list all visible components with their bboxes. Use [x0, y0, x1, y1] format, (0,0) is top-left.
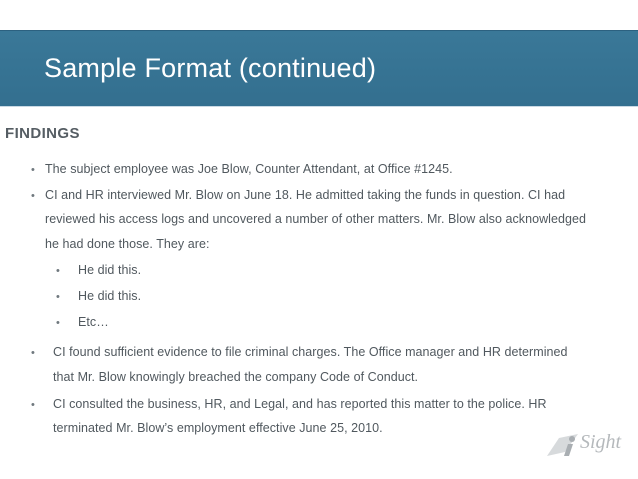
bullet-marker: •: [31, 399, 35, 411]
section-heading: FINDINGS: [5, 125, 80, 142]
bullet-marker: •: [31, 164, 35, 176]
bullet-2-line-2: reviewed his access logs and uncovered a number of other matters. Mr. Blow also acknowledged: [45, 212, 586, 226]
bullet-3-line-2: that Mr. Blow knowingly breached the company Code of Conduct.: [53, 370, 419, 384]
sub-bullet-marker: •: [56, 317, 60, 329]
sub-bullet-marker: •: [56, 265, 60, 277]
bullet-4-line-2: terminated Mr. Blow’s employment effective June 25, 2010.: [53, 421, 383, 435]
sub-bullet-2: He did this.: [78, 289, 142, 303]
bullet-marker: •: [31, 347, 35, 359]
sub-bullet-marker: •: [56, 291, 60, 303]
bullet-3-line-1: CI found sufficient evidence to file criminal charges. The Office manager and HR determined: [53, 345, 568, 359]
bullet-2-line-1: CI and HR interviewed Mr. Blow on June 18. He admitted taking the funds in question. CI had: [45, 188, 566, 202]
bullet-4-line-1: CI consulted the business, HR, and Legal, and has reported this matter to the police. HR: [53, 397, 547, 411]
sub-bullet-3: Etc…: [78, 315, 109, 329]
logo-wordmark: Sight: [580, 431, 622, 453]
bullet-marker: •: [31, 190, 35, 202]
bullet-1-line-1: The subject employee was Joe Blow, Counter Attendant, at Office #1245.: [45, 162, 453, 176]
slide-title: Sample Format (continued): [44, 53, 377, 83]
sub-bullet-1: He did this.: [78, 263, 142, 277]
bullet-2-line-3: he had done those. They are:: [45, 237, 210, 251]
